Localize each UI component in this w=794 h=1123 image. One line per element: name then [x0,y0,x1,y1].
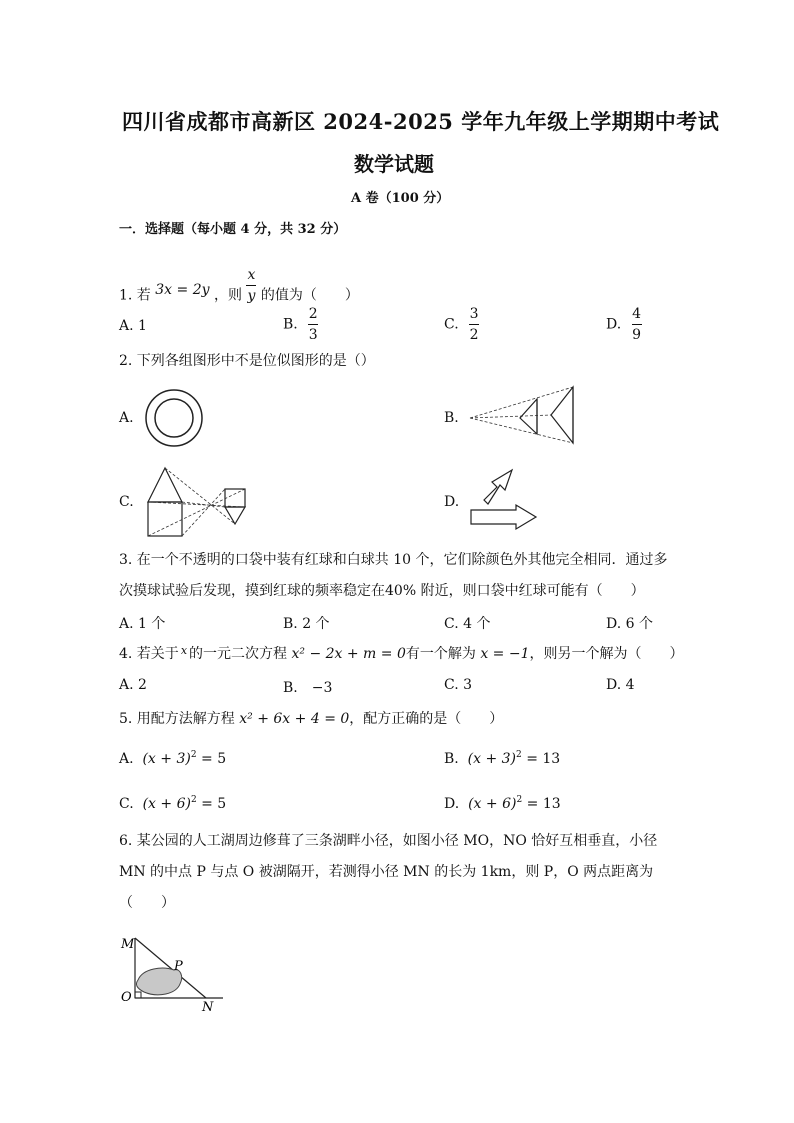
q1-frac-den: y [247,288,256,304]
q1-option-c[interactable] [444,306,479,343]
option-rhs: = 13 [521,751,561,767]
q3-option-d[interactable]: D. 6 个 [606,616,653,632]
option-label: C. [119,796,134,812]
q3-option-a[interactable]: A. 1 个 [119,616,166,632]
q2-option-b-label[interactable]: B. [444,410,459,426]
label-o: O [121,990,132,1005]
q3-option-c[interactable]: C. 4 个 [444,616,491,632]
q4-text-4: ，则另一个解为（ ） [529,646,684,662]
option-exponent: 2 [516,750,522,760]
option-expr: (x + 6) [142,796,191,812]
question-3-line-1: 3. 在一个不透明的口袋中装有红球和白球共 10 个，它们除颜色外其他完全相同．通过多 [119,552,668,568]
option-fraction [308,306,318,343]
option-fraction [469,306,479,343]
label-p: P [174,959,183,974]
question-4 [119,642,684,667]
q2-option-c-label[interactable]: C. [119,494,134,510]
q4-text-2: 的一元二次方程 [189,646,288,662]
frac-den: 2 [469,327,479,343]
option-exponent: 2 [516,795,523,805]
frac-den: 9 [632,327,642,343]
q5-option-b[interactable] [444,750,560,767]
option-exponent: 2 [190,750,197,760]
score-label: A 卷（100 分） [351,191,450,206]
q4-variable: x [180,644,188,657]
arrows-figure [468,466,540,532]
q1-fraction [246,267,256,304]
option-fraction [632,306,642,343]
q2-option-a-label[interactable]: A. [119,410,134,426]
q1-middle: ，则 [213,287,242,304]
q5-equation: x² + 6x + 4 = 0 [239,711,350,727]
q4-option-b[interactable]: B. −3 [283,680,333,696]
option-rhs: = 5 [196,796,227,812]
lake-paths-figure [118,928,238,1018]
question-1 [119,267,359,314]
q1-option-d[interactable] [606,306,642,343]
option-label: D. [444,796,460,812]
q4-text-1: 4. 若关于 [119,646,179,662]
label-n: N [202,1000,214,1015]
q4-option-d[interactable]: D. 4 [606,677,635,693]
q1-frac-num: x [247,267,256,283]
option-expr: (x + 6) [468,796,517,812]
option-label: B. [283,316,298,333]
question-2: 2. 下列各组图形中不是位似图形的是（） [119,353,375,369]
question-6-line-3: （ ） [119,895,175,911]
question-6-line-2: MN 的中点 P 与点 O 被湖隔开，若测得小径 MN 的长为 1km，则 P，O 两点距离为 [119,864,654,880]
q4-root: x = −1 [480,646,530,662]
option-rhs: = 5 [196,751,227,767]
section-heading: 一．选择题（每小题 4 分，共 32 分） [119,222,347,237]
option-rhs: = 13 [522,796,561,812]
q5-option-d[interactable] [444,795,561,812]
option-label: A. [119,318,134,334]
option-expr: (x + 3) [467,751,517,767]
q4-text-3: 有一个解为 [405,646,476,662]
q1-prefix: 1. 若 [119,287,151,304]
q4-option-a[interactable]: A. 2 [119,677,147,693]
label-m: M [121,937,135,952]
q4-equation: x² − 2x + m = 0 [291,646,406,662]
page-title: 四川省成都市高新区 2024-2025 学年九年级上学期期中考试 [122,109,720,134]
q5-text-1: 5. 用配方法解方程 [119,711,235,727]
q4-option-c[interactable]: C. 3 [444,677,473,693]
q5-text-2: ，配方正确的是（ ） [349,711,504,727]
option-label: A. [119,751,134,767]
frac-den: 3 [308,327,318,343]
q5-option-c[interactable] [119,795,226,812]
q1-option-b[interactable] [283,306,318,343]
option-label: B. [444,751,459,767]
q2-option-d-label[interactable]: D. [444,494,460,510]
q1-suffix: 的值为（ ） [260,287,359,304]
q5-option-a[interactable] [119,750,226,767]
page-subtitle: 数学试题 [354,152,434,176]
option-exponent: 2 [190,795,197,805]
question-3-line-2: 次摸球试验后发现，摸到红球的频率稳定在40% 附近，则口袋中红球可能有（ ） [119,583,645,599]
option-expr: (x + 3) [142,751,191,767]
question-6-line-1: 6. 某公园的人工湖周边修葺了三条湖畔小径，如图小径 MO，NO 恰好互相垂直，小径 [119,833,658,849]
frac-num: 4 [632,306,642,322]
q1-condition: 3x = 2y [155,281,210,298]
frac-num: 3 [469,306,479,322]
q1-option-a[interactable] [119,318,147,334]
option-label: C. [444,316,459,333]
question-5 [119,707,503,731]
frac-num: 2 [308,306,318,322]
house-shapes-figure [145,466,250,538]
option-value: 1 [138,318,147,334]
q3-option-b[interactable]: B. 2 个 [283,616,330,632]
homothetic-triangles-figure [465,384,580,446]
option-label: D. [606,316,622,333]
concentric-circles-figure [140,382,210,452]
